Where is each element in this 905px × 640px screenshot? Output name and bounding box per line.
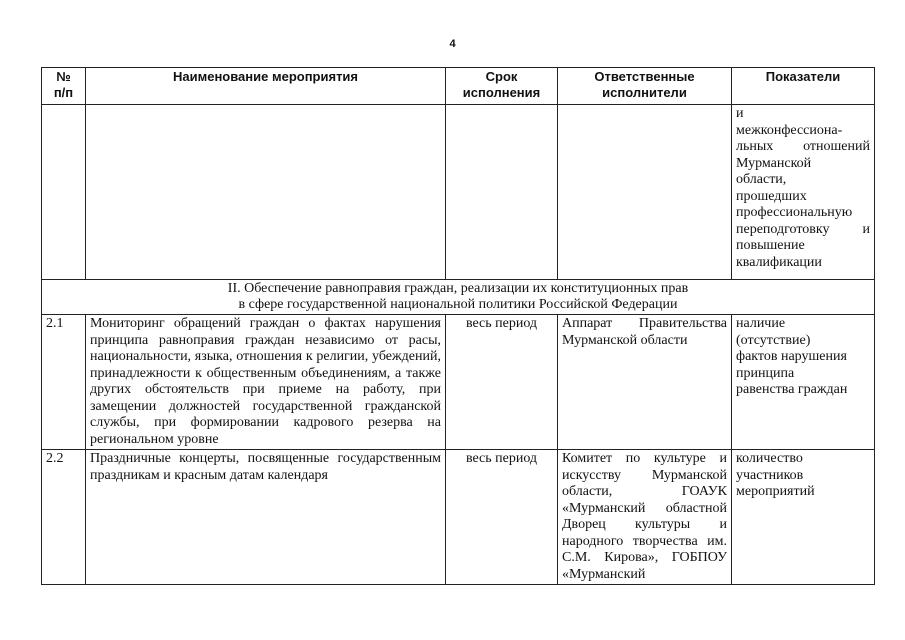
indicator-line: области, [736, 172, 787, 187]
indicator-line: равенства граждан [736, 382, 848, 397]
row-executors: Аппарат Правительства Мурманской области [558, 315, 732, 450]
row-name: Мониторинг обращений граждан о фактах нарушения принципа равноправия граждан независимо от расы, национальности, языка, отношения к религии, убеждений, принадлежности к общественным объединениям, а также других обстоятельств при приеме на работу, при замещении должностей государственной гражданской службы, при формировании кадрового резерва на региональном уровне [86, 315, 446, 450]
cell-name-empty [86, 105, 446, 280]
indicator-line: и [736, 106, 744, 121]
section-title-line2: в сфере государственной национальной политики Российской Федерации [238, 297, 678, 312]
header-executors [558, 68, 732, 105]
header-name: Наименование мероприятия [86, 68, 446, 105]
indicator-line: количество [736, 451, 803, 466]
indicator-line: Мурманской [736, 155, 812, 171]
row-term: весь период [446, 315, 558, 450]
indicator-line: повышение [736, 238, 805, 253]
table-row [42, 450, 875, 585]
header-executors-line1: Ответственные [594, 69, 695, 84]
row-indicators [732, 315, 875, 450]
indicator-line: фактов нарушения [736, 349, 847, 364]
indicator-line: профессиональную [736, 205, 853, 220]
indicator-line: принципа [736, 365, 795, 381]
row-executors: Комитет по культуре и искусству Мурманской области, ГОАУК «Мурманский областной Дворец культуры и народного творчества им. С.М. Кирова», ГОБПОУ «Мурманский [558, 450, 732, 585]
events-table [41, 67, 875, 585]
section-header-row [42, 280, 875, 315]
indicator-line: квалификации [736, 254, 822, 270]
row-term: весь период [446, 450, 558, 585]
header-num-line1: № [56, 69, 71, 84]
row-num: 2.1 [42, 315, 86, 450]
header-term [446, 68, 558, 105]
row-num: 2.2 [42, 450, 86, 585]
section-title-line1: II. Обеспечение равноправия граждан, реализации их конституционных прав [227, 281, 689, 296]
header-num [42, 68, 86, 105]
row-indicators [732, 450, 875, 585]
table-header-row [42, 68, 875, 105]
cell-executors-empty [558, 105, 732, 280]
indicator-line: льных отношений [736, 139, 870, 154]
indicator-line: участников [736, 467, 804, 483]
header-num-line2: п/п [53, 85, 74, 100]
indicator-line: межконфессиона- [736, 122, 843, 138]
indicator-line: наличие [736, 316, 786, 331]
header-term-line2: исполнения [462, 85, 541, 100]
header-term-line1: Срок [485, 69, 518, 84]
table-row [42, 315, 875, 450]
page-number: 4 [449, 38, 456, 50]
indicator-line: мероприятий [736, 484, 815, 499]
indicator-line: переподготовку и [736, 221, 870, 237]
header-executors-line2: исполнители [602, 85, 687, 100]
table-row-continuation [42, 105, 875, 280]
cell-num-empty [42, 105, 86, 280]
cell-term-empty [446, 105, 558, 280]
cell-indicators-continuation [732, 105, 875, 280]
header-indicators: Показатели [732, 68, 875, 105]
row-name: Праздничные концерты, посвященные государственным праздникам и красным датам календаря [86, 450, 446, 585]
indicator-line: (отсутствие) [736, 332, 811, 348]
section-title [42, 280, 875, 315]
indicator-line: прошедших [736, 188, 807, 204]
